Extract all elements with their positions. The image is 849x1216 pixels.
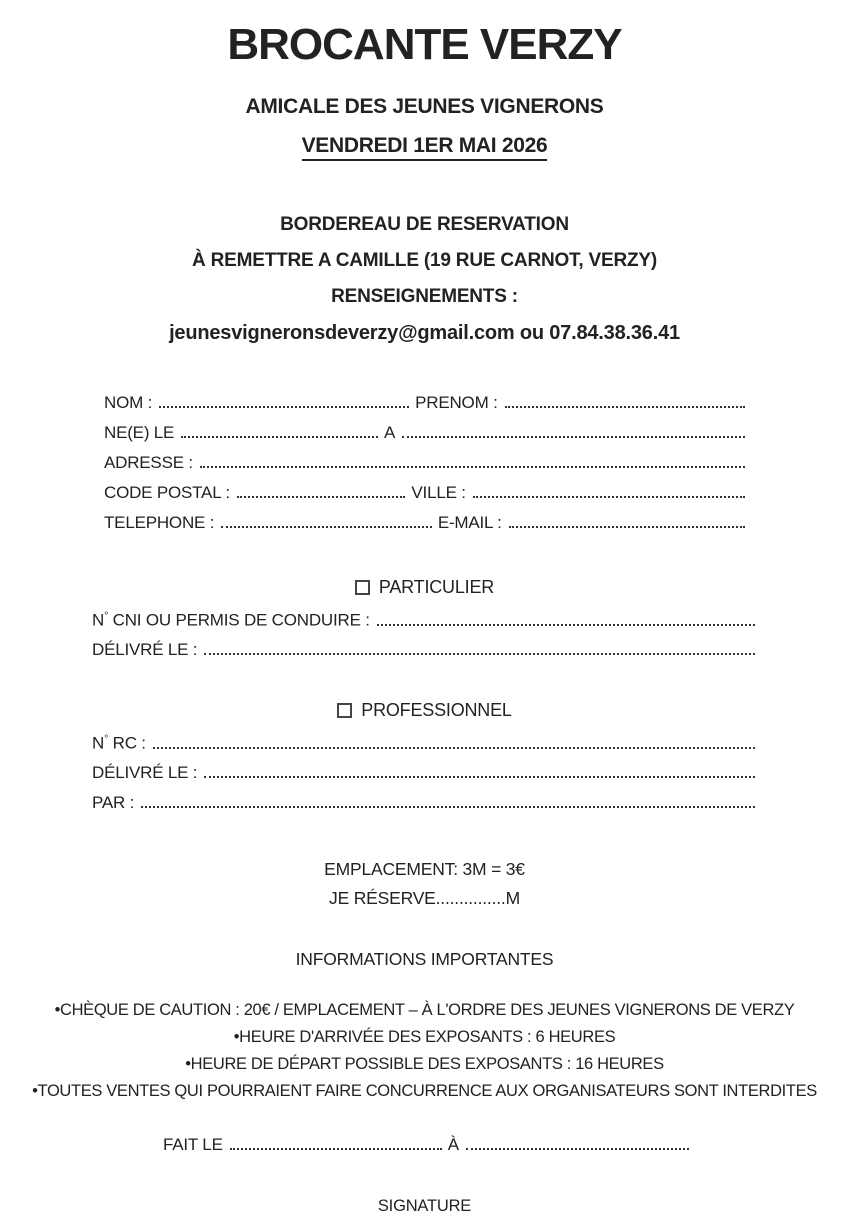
event-date-wrap [0, 134, 849, 161]
dotted-line [237, 496, 406, 498]
dotted-line [204, 653, 755, 655]
form-row-fait-le [163, 1135, 689, 1155]
info-item-ventes: •TOUTES VENTES QUI POURRAIENT FAIRE CONCURRENCE AUX ORGANISATEURS SONT INTERDITES [32, 1082, 817, 1101]
field-ville-label: VILLE : [411, 483, 466, 503]
particulier-label: PARTICULIER [378, 577, 495, 598]
professionnel-checkbox [337, 703, 352, 718]
field-cni-label: N° CNI OU PERMIS DE CONDUIRE : [92, 610, 370, 630]
intro-contact: jeunesvigneronsdeverzy@gmail.com ou 07.84.38.36.41 [169, 322, 680, 345]
identity-fields [104, 393, 745, 543]
dotted-line [204, 776, 755, 778]
particulier-fields [92, 610, 755, 670]
intro-remettre: À REMETTRE A CAMILLE (19 RUE CARNOT, VERZY) [191, 250, 657, 272]
page-title: BROCANTE VERZY [227, 20, 622, 69]
field-par-label: PAR : [92, 793, 135, 813]
form-row-adresse [104, 453, 745, 483]
dotted-line [505, 406, 745, 408]
field-fait-le-label: FAIT LE [163, 1135, 223, 1155]
form-row-tel-email [104, 513, 745, 543]
field-prenom-label: PRENOM : [415, 393, 498, 413]
field-rc-label: N° RC : [92, 733, 146, 753]
footer-block [163, 1135, 689, 1155]
dotted-line [141, 806, 755, 808]
dotted-line [377, 624, 755, 626]
professionnel-fields [92, 733, 755, 823]
form-row-cp-ville [104, 483, 745, 513]
field-delivre-le-label: DÉLIVRÉ LE : [92, 763, 198, 783]
emplacement-price: EMPLACEMENT: 3M = 3€ [324, 859, 525, 880]
field-a-label: A [384, 423, 396, 443]
form-row-rc [92, 733, 755, 763]
field-a-label: À [447, 1135, 459, 1155]
field-code-postal-label: CODE POSTAL : [104, 483, 230, 503]
section-particulier [0, 577, 849, 670]
dotted-line [466, 1148, 689, 1150]
field-email-label: E-MAIL : [437, 513, 502, 533]
intro-bordereau: BORDEREAU DE RESERVATION [280, 214, 569, 236]
dotted-line [402, 436, 745, 438]
form-row-delivre-le-particulier [92, 640, 755, 670]
info-item-arrivee: •HEURE D'ARRIVÉE DES EXPOSANTS : 6 HEURES [233, 1028, 616, 1047]
emplacement-reserve: JE RÉSERVE...............M [329, 888, 520, 909]
particulier-checkbox [355, 580, 370, 595]
emplacement-block [0, 855, 849, 913]
dotted-line [509, 526, 745, 528]
field-telephone-label: TELEPHONE : [104, 513, 215, 533]
dotted-line [230, 1148, 442, 1150]
professionnel-label: PROFESSIONNEL [361, 700, 512, 721]
info-item-caution: •CHÈQUE DE CAUTION : 20€ / EMPLACEMENT – À L'ORDRE DES JEUNES VIGNERONS DE VERZY [54, 1001, 795, 1020]
form-row-cni [92, 610, 755, 640]
field-nom-label: NOM : [104, 393, 153, 413]
field-adresse-label: ADRESSE : [104, 453, 193, 473]
info-item-depart: •HEURE DE DÉPART POSSIBLE DES EXPOSANTS : 16 HEURES [185, 1055, 664, 1074]
dotted-line [159, 406, 409, 408]
infos-list [0, 997, 849, 1105]
professionnel-heading [0, 700, 849, 721]
field-delivre-le-label: DÉLIVRÉ LE : [92, 640, 198, 660]
event-date: VENDREDI 1ER MAI 2026 [302, 134, 548, 161]
infos-heading: INFORMATIONS IMPORTANTES [295, 949, 554, 970]
form-row-nom-prenom [104, 393, 745, 423]
dotted-line [181, 436, 378, 438]
form-row-par [92, 793, 755, 823]
intro-block [0, 207, 849, 351]
reserve-dots: ............... [435, 888, 506, 909]
section-professionnel [0, 700, 849, 823]
dotted-line [200, 466, 745, 468]
field-ne-le-label: NE(E) LE [104, 423, 175, 443]
dotted-line [153, 747, 755, 749]
form-row-ne-le [104, 423, 745, 453]
dotted-line [473, 496, 745, 498]
dotted-line [221, 526, 432, 528]
particulier-heading [0, 577, 849, 598]
signature-label: SIGNATURE [377, 1197, 472, 1216]
intro-renseignements: RENSEIGNEMENTS : [331, 286, 518, 308]
organization-subtitle: AMICALE DES JEUNES VIGNERONS [245, 95, 604, 119]
form-row-delivre-le-professionnel [92, 763, 755, 793]
